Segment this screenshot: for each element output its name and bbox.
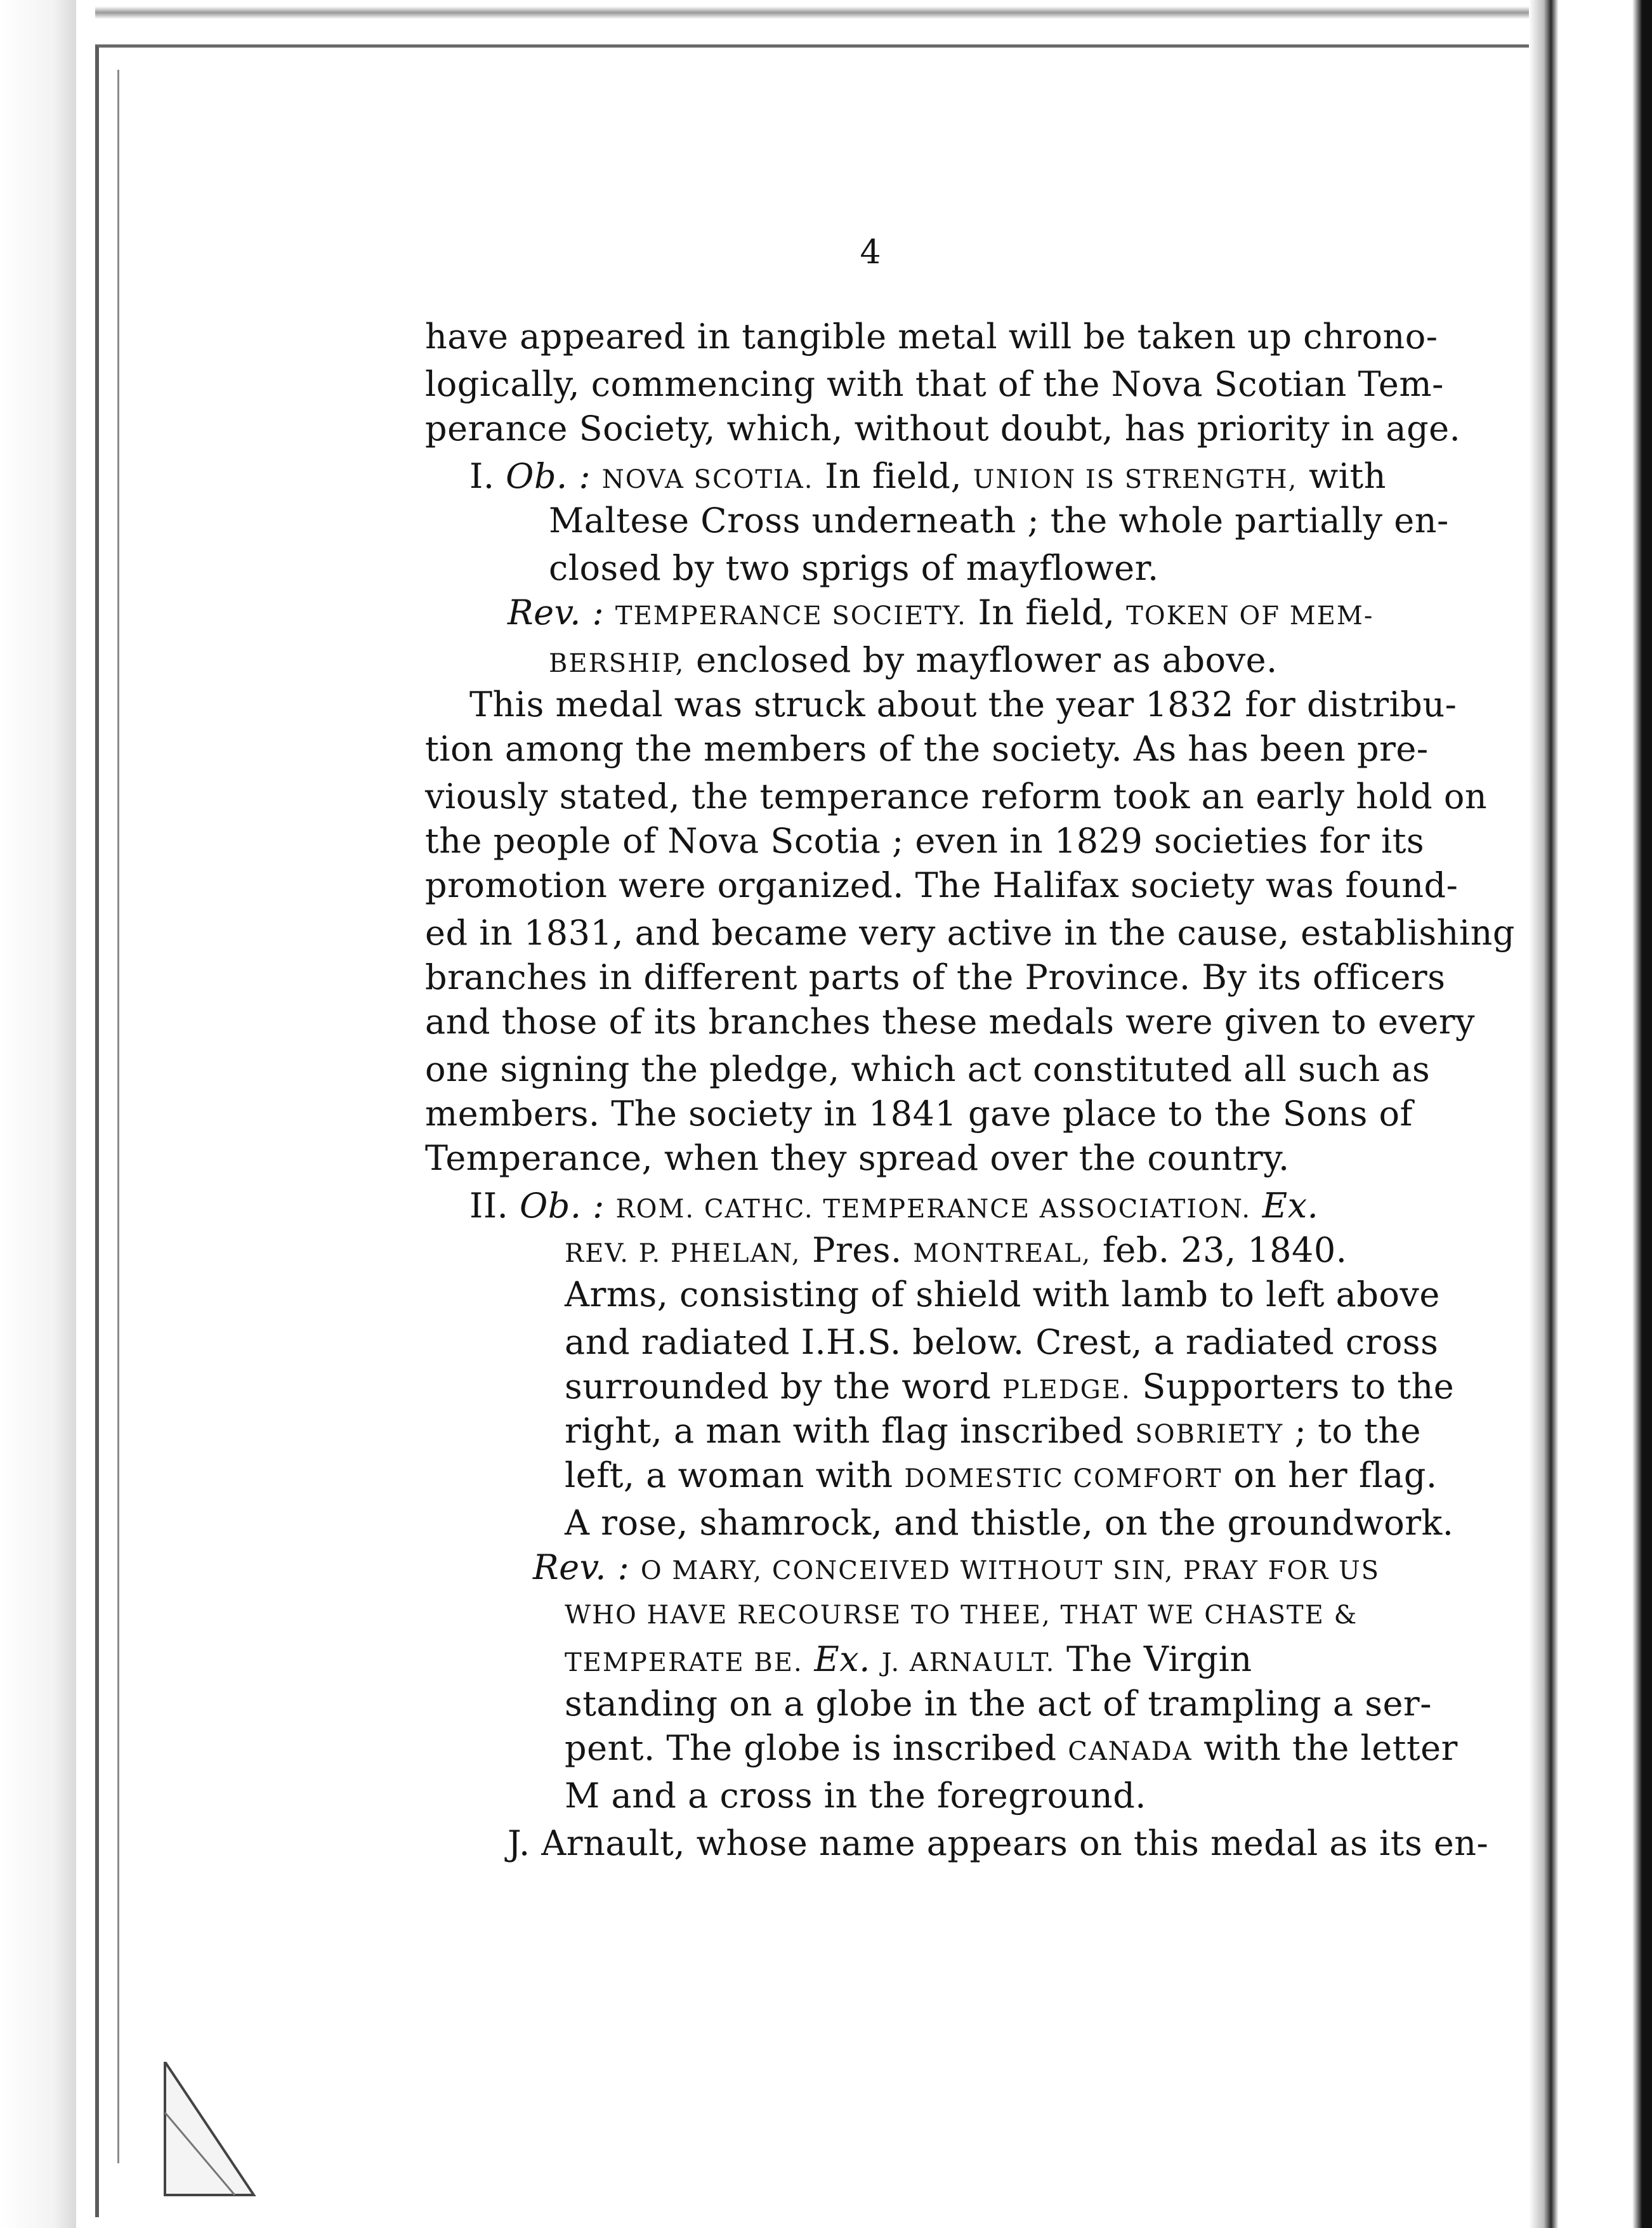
scan-left-margin [0,0,76,2228]
text-segment: I. [469,456,506,496]
text-segment: Supporters to the [1131,1366,1455,1406]
text-segment: SOBRIETY [1135,1420,1284,1449]
text-line: promotion were organized. The Halifax society was found- [425,865,1459,905]
text-segment: right, a man with flag inscribed [565,1411,1136,1451]
text-segment: on her flag. [1222,1455,1438,1495]
text-segment: REV. P. PHELAN, [565,1239,801,1268]
text-line: Temperance, when they spread over the country. [425,1138,1290,1178]
text-segment: Pres. [801,1230,914,1270]
folded-corner [159,2062,260,2201]
text-segment: Rev. : [533,1547,630,1587]
text-line: J. Arnault, whose name appears on this medal as its en- [508,1823,1489,1863]
text-line: ed in 1831, and became very active in the cause, establishing [425,913,1515,953]
text-segment [629,1547,641,1587]
text-line: M and a cross in the foreground. [565,1776,1146,1816]
text-segment: CANADA [1068,1737,1193,1766]
text-line [565,1726,1504,1774]
text-line: A rose, shamrock, and thistle, on the groundwork. [565,1503,1454,1543]
text-segment: enclosed by mayflower as above. [685,640,1278,680]
text-line: Arms, consisting of shield with lamb to left above [565,1275,1440,1314]
text-line: closed by two sprigs of mayflower. [549,548,1159,588]
text-segment [1251,1186,1262,1226]
text-segment: feb. 23, 1840. [1091,1230,1347,1270]
page-edge-rule [117,70,119,2163]
text-segment: UNION IS STRENGTH, [973,465,1298,494]
text-line: tion among the members of the society. As has been pre- [425,729,1429,769]
text-line: and those of its branches these medals were given to every [425,1002,1476,1042]
text-segment: BERSHIP, [549,649,685,678]
text-segment: Ob. : [506,456,591,496]
text-segment [605,1186,616,1226]
text-segment: In field, [966,593,1127,632]
text-line [469,454,1408,502]
text-segment [803,1639,815,1679]
text-segment: O MARY, CONCEIVED WITHOUT SIN, PRAY FOR US [640,1556,1380,1585]
text-segment: with the letter [1192,1728,1458,1768]
text-line [565,1589,1504,1638]
scan-top-edge [95,6,1529,19]
scan-right-margin [1529,0,1652,2228]
text-segment: NOVA SCOTIA. [601,465,814,494]
text-segment: II. [469,1186,520,1226]
text-segment: ; to the [1283,1411,1421,1451]
text-line [508,590,1446,639]
text-segment [604,593,615,632]
text-line [565,1453,1504,1502]
text-line [565,1637,1504,1686]
text-line: the people of Nova Scotia ; even in 1829 societies for its [425,821,1425,861]
text-line: logically, commencing with that of the Nova Scotian Tem- [425,364,1444,404]
text-line: perance Society, which, without doubt, has priority in age. [425,409,1461,449]
text-segment: TEMPERANCE SOCIETY. [615,601,967,631]
text-line [565,1228,1504,1276]
text-segment: Ex. [814,1639,870,1679]
text-segment: TEMPERATE BE. [565,1648,803,1677]
text-segment: In field, [813,456,973,496]
text-segment: Rev. : [508,593,605,632]
text-segment: WHO HAVE RECOURSE TO THEE, THAT WE CHASTE & [565,1601,1358,1630]
page-number: 4 [860,233,881,272]
text-line [549,638,1488,686]
text-line: members. The society in 1841 gave place to the Sons of [425,1094,1413,1134]
text-line [469,1183,1408,1232]
text-segment: left, a woman with [565,1455,905,1495]
text-segment: with [1297,456,1387,496]
text-segment [870,1639,882,1679]
text-line: standing on a globe in the act of trampling a ser- [565,1684,1432,1724]
text-segment: J. ARNAULT. [881,1648,1056,1677]
text-segment: PLEDGE. [1002,1375,1131,1405]
text-line [565,1364,1504,1413]
text-segment [591,456,602,496]
text-segment: DOMESTIC COMFORT [904,1464,1223,1493]
text-line: one signing the pledge, which act constituted all such as [425,1049,1431,1089]
text-line: viously stated, the temperance reform took an early hold on [425,777,1488,816]
text-segment: pent. The globe is inscribed [565,1728,1068,1768]
text-segment: surrounded by the word [565,1366,1003,1406]
text-segment: Ob. : [520,1186,605,1226]
text-line: branches in different parts of the Province. By its officers [425,957,1446,997]
text-segment: MONTREAL, [913,1239,1092,1268]
text-line [533,1545,1472,1594]
text-line: Maltese Cross underneath ; the whole partially en- [549,501,1449,541]
text-segment: Ex. [1262,1186,1319,1226]
text-line: have appeared in tangible metal will be taken up chrono- [425,317,1438,357]
text-segment: The Virgin [1055,1639,1252,1679]
text-line [565,1408,1504,1457]
text-segment: TOKEN OF MEM- [1126,601,1374,631]
text-line: This medal was struck about the year 1832 for distribu- [469,685,1457,724]
text-line: and radiated I.H.S. below. Crest, a radiated cross [565,1322,1439,1362]
text-segment: ROM. CATHC. TEMPERANCE ASSOCIATION. [615,1195,1252,1224]
